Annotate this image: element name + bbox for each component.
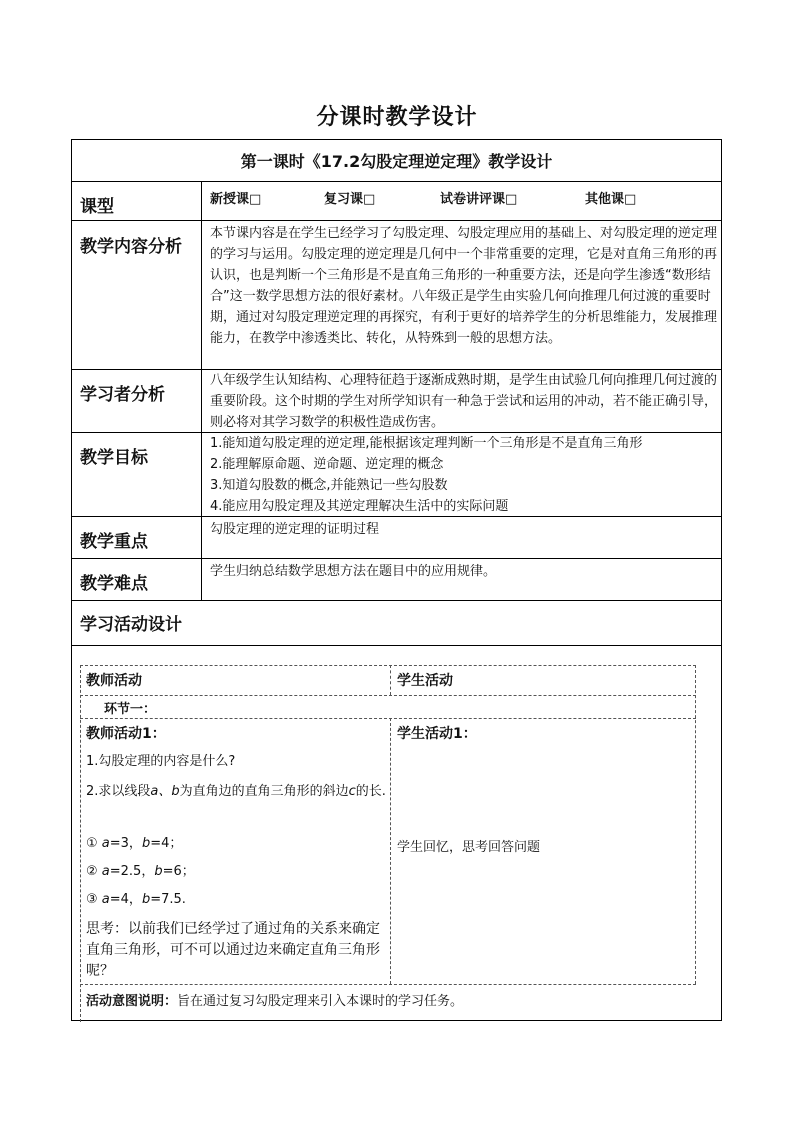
divider	[80, 984, 696, 985]
objectives-list	[210, 433, 718, 517]
case-marker: ①	[86, 836, 98, 851]
teacher-question-1: 1.勾股定理的内容是什么?	[86, 754, 236, 769]
divider	[80, 665, 696, 666]
stage-label: 环节一：	[104, 702, 157, 717]
learner-analysis-text: 八年级学生认知结构、心理特征趋于逐渐成熟时期，是学生由试验几何向推理几何过渡的重要阶段。这个时期的学生对所学知识有一种急于尝试和运用的冲动，若不能正确引导，则必将对其学习数学的积极性造成伤害。	[210, 373, 718, 430]
divider	[72, 645, 721, 646]
divider	[72, 558, 721, 559]
objective-item: 3.知道勾股数的概念,并能熟记一些勾股数	[210, 478, 448, 493]
option-review-lesson: 复习课□	[324, 192, 376, 207]
case-value: =3，	[109, 836, 142, 851]
case-3	[86, 889, 386, 910]
student-activity-header: 学生活动	[397, 673, 453, 689]
thinking-question: 思考：以前我们已经学过了通过角的关系来确定直角三角形，可不可以通过边来确定直角三角形呢？	[86, 921, 380, 979]
case-value: =7.5.	[150, 892, 186, 907]
activity-table	[80, 665, 696, 1022]
key-point-label: 教学重点	[80, 532, 148, 552]
question-text: 的长.	[355, 784, 386, 799]
option-new-lesson: 新授课□	[210, 192, 262, 207]
student-activity-title: 学生活动1：	[397, 726, 477, 742]
activity-intent	[86, 991, 686, 1012]
variable-b: b	[154, 864, 163, 879]
divider	[80, 718, 696, 719]
intent-label: 活动意图说明：	[86, 994, 178, 1009]
intent-text: 旨在通过复习勾股定理来引入本课时的学习任务。	[177, 994, 464, 1009]
objective-item: 1.能知道勾股定理的逆定理,能根据该定理判断一个三角形是不是直角三角形	[210, 436, 643, 451]
divider	[390, 718, 391, 984]
divider	[695, 665, 696, 984]
case-marker: ③	[86, 892, 98, 907]
case-1	[86, 833, 386, 854]
case-value: =2.5，	[109, 864, 155, 879]
course-type-label: 课型	[80, 197, 114, 217]
option-exam-review-lesson: 试卷讲评课□	[440, 192, 518, 207]
divider	[80, 665, 81, 1022]
teacher-activity-title: 教师活动1：	[86, 726, 166, 742]
variable-b: b	[141, 892, 151, 907]
divider	[390, 665, 391, 695]
student-response: 学生回忆，思考回答问题	[397, 840, 541, 855]
divider	[72, 220, 721, 221]
teacher-question-2	[86, 781, 386, 802]
case-value: =4；	[150, 836, 183, 851]
variable-c: c	[348, 784, 356, 799]
content-analysis-text: 本节课内容是在学生已经学习了勾股定理、勾股定理应用的基础上、对勾股定理的逆定理的学习与运用。勾股定理的逆定理是几何中一个非常重要的定理，它是对直角三角形的再认识，也是判断一个三角形是不是直角三角形的一种重要方法，还是向学生渗透“数形结合”这一数学思想方法的很好素材。八年级正是学生由实验几何向推理几何过渡的重要时期，通过对勾股定理逆定理的再探究，有利于更好的培养学生的分析思维能力，发展推理能力，在教学中渗透类比、转化，从特殊到一般的思想方法。	[210, 226, 718, 346]
variable-ab: a、b	[150, 784, 180, 799]
variable-a: a	[101, 892, 110, 907]
objectives-label: 教学目标	[80, 448, 148, 468]
case-marker: ②	[86, 864, 98, 879]
objective-item: 4.能应用勾股定理及其逆定理解决生活中的实际问题	[210, 499, 509, 514]
variable-b: b	[141, 836, 151, 851]
divider	[72, 181, 721, 182]
activity-design-label: 学习活动设计	[80, 615, 182, 635]
difficulty-text: 学生归纳总结数学思想方法在题目中的应用规律。	[210, 564, 497, 579]
column-divider	[201, 181, 202, 600]
teacher-activity-header: 教师活动	[86, 673, 142, 689]
case-2	[86, 861, 386, 882]
page-title: 分课时教学设计	[316, 105, 478, 130]
case-value: =4，	[109, 892, 142, 907]
lesson-title: 第一课时《17.2勾股定理逆定理》教学设计	[240, 152, 553, 171]
learner-analysis-label: 学习者分析	[80, 385, 165, 405]
difficulty-label: 教学难点	[80, 574, 148, 594]
variable-a: a	[101, 836, 110, 851]
option-other-lesson: 其他课□	[585, 192, 637, 207]
divider	[72, 600, 721, 601]
variable-a: a	[101, 864, 110, 879]
question-text: 2.求以线段	[86, 784, 151, 799]
question-text: 为直角边的直角三角形的斜边	[179, 784, 349, 799]
key-point-text: 勾股定理的逆定理的证明过程	[210, 522, 380, 537]
lesson-design-table	[71, 139, 722, 1021]
case-value: =6；	[162, 864, 195, 879]
objective-item: 2.能理解原命题、逆命题、逆定理的概念	[210, 457, 444, 472]
content-analysis-label: 教学内容分析	[80, 237, 182, 257]
divider	[80, 695, 696, 696]
